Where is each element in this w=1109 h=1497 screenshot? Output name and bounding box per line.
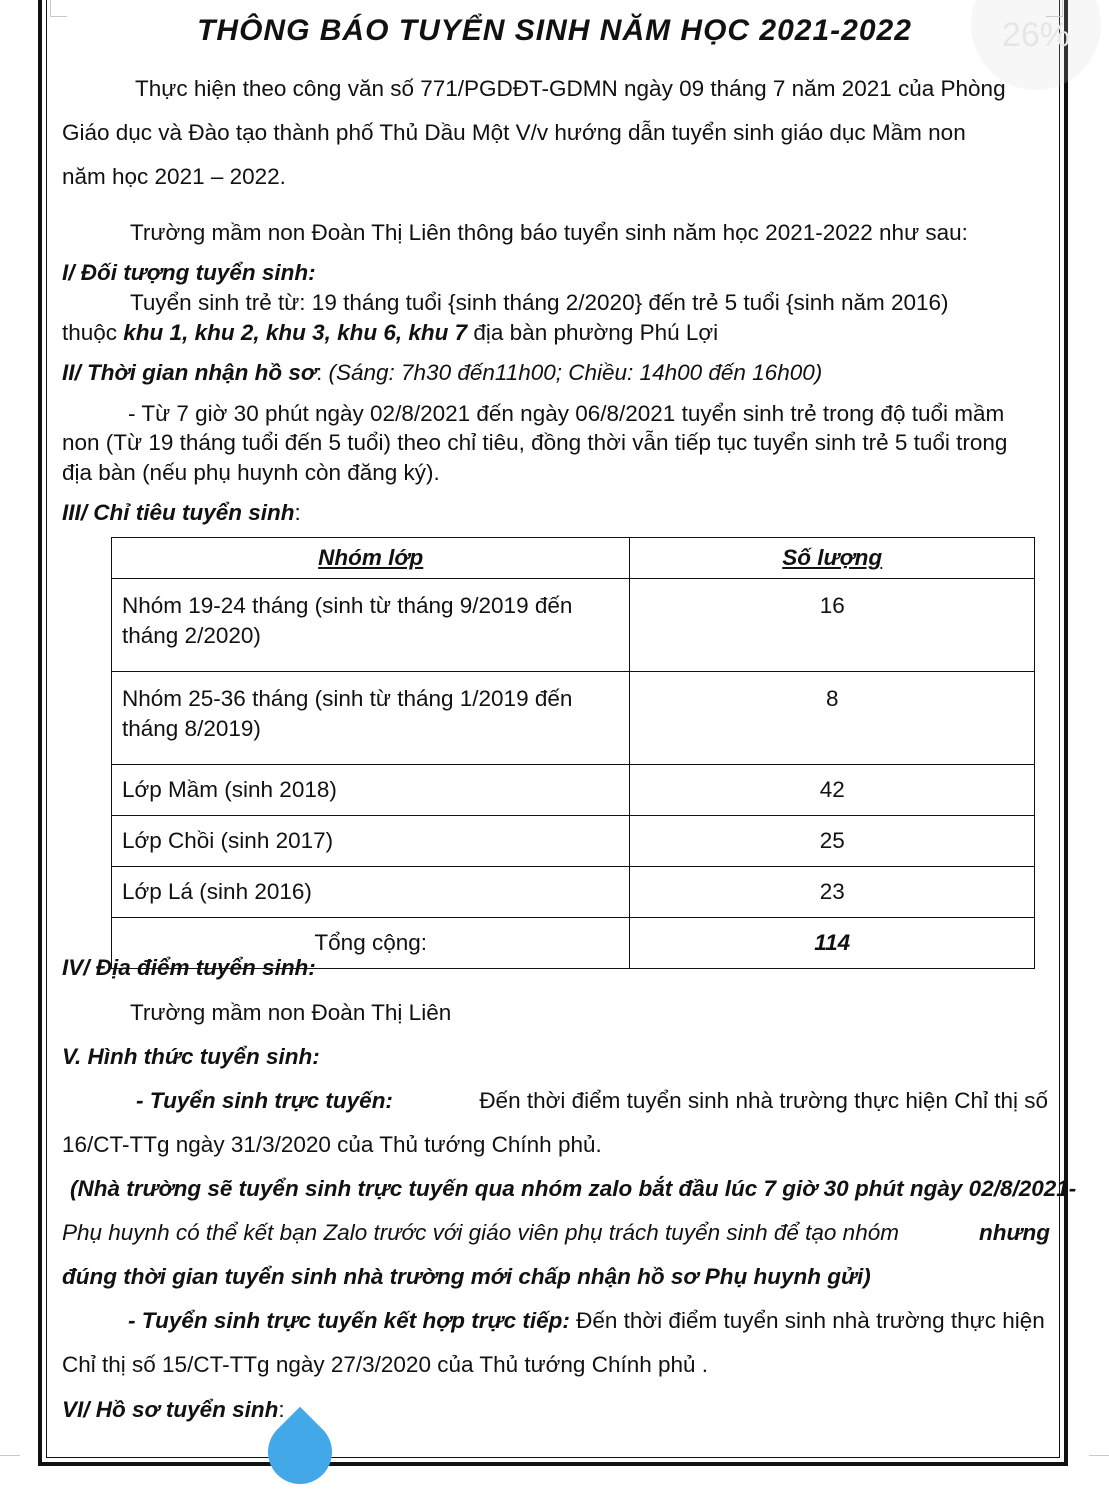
- group-text: tháng 8/2019): [122, 716, 261, 741]
- body-line: non (Từ 19 tháng tuổi đến 5 tuổi) theo chỉ tiêu, đồng thời vẫn tiếp tục tuyển sinh trẻ 5 tuổi trong: [62, 430, 1008, 455]
- group-cell: Lớp Chồi (sinh 2017): [112, 816, 630, 867]
- group-text: Nhóm 19-24 tháng (sinh từ tháng 9/2019 đến: [122, 593, 573, 618]
- body-line: địa bàn (nếu phụ huynh còn đăng ký).: [62, 460, 440, 485]
- section-heading: V. Hình thức tuyển sinh:: [62, 1044, 320, 1069]
- zone-list: khu 1, khu 2, khu 3, khu 6, khu 7: [123, 320, 468, 345]
- table-row: [112, 867, 1035, 918]
- section-heading: [62, 360, 822, 386]
- group-text: Nhóm 25-36 tháng (sinh từ tháng 1/2019 đến: [122, 686, 573, 711]
- table-row: [112, 579, 1035, 672]
- total-value: 114: [630, 918, 1035, 969]
- section-heading: [62, 500, 301, 526]
- body-line: [128, 1308, 1045, 1334]
- count-cell: 42: [630, 765, 1035, 816]
- total-label: Tổng cộng:: [112, 918, 630, 969]
- group-cell: Lớp Mầm (sinh 2018): [112, 765, 630, 816]
- body-line: Chỉ thị số 15/CT-TTg ngày 27/3/2020 của Thủ tướng Chính phủ .: [62, 1352, 709, 1377]
- quota-table: [111, 537, 1035, 969]
- note-line: [62, 1220, 1050, 1246]
- group-text: tháng 2/2020): [122, 623, 261, 648]
- mode-label: - Tuyển sinh trực tuyến:: [136, 1088, 393, 1113]
- body-line: [62, 320, 718, 346]
- note-line: (Nhà trường sẽ tuyển sinh trực tuyến qua nhóm zalo bắt đầu lúc 7 giờ 30 phút ngày 02/8/2021-: [70, 1176, 1077, 1201]
- section-heading-text: II/ Thời gian nhận hồ sơ: [62, 360, 316, 385]
- mode-label: - Tuyển sinh trực tuyến kết hợp trực tiếp:: [128, 1308, 570, 1333]
- column-header: Nhóm lớp: [112, 538, 630, 579]
- section-heading-colon: :: [315, 360, 329, 385]
- page-corner-mark: [0, 1455, 20, 1472]
- body-line: 16/CT-TTg ngày 31/3/2020 của Thủ tướng Chính phủ.: [62, 1132, 602, 1157]
- body-text: Đến thời điểm tuyển sinh nhà trường thực hiện: [576, 1308, 1045, 1333]
- section-heading-text: III/ Chỉ tiêu tuyển sinh: [62, 500, 295, 525]
- note-text: Phụ huynh có thể kết bạn Zalo trước với giáo viên phụ trách tuyển sinh để tạo nhóm: [62, 1220, 899, 1245]
- body-text: Đến thời điểm tuyển sinh nhà trường thực hiện Chỉ thị số: [479, 1088, 1048, 1113]
- note-emphasis: nhưng: [978, 1220, 1050, 1245]
- column-header: Số lượng: [630, 538, 1035, 579]
- zoom-indicator: 26%: [971, 0, 1101, 90]
- body-text: thuộc: [62, 320, 124, 345]
- count-cell: 25: [630, 816, 1035, 867]
- body-line: Trường mầm non Đoàn Thị Liên: [130, 1000, 452, 1025]
- intro-line: năm học 2021 – 2022.: [62, 164, 286, 189]
- group-cell: [112, 579, 630, 672]
- intro-line: Giáo dục và Đào tạo thành phố Thủ Dầu Một V/v hướng dẫn tuyển sinh giáo dục Mầm non: [62, 120, 966, 145]
- section-heading-text: VI/ Hồ sơ tuyển sinh: [62, 1397, 279, 1422]
- body-line: - Từ 7 giờ 30 phút ngày 02/8/2021 đến ngày 06/8/2021 tuyển sinh trẻ trong độ tuổi mầm: [128, 401, 1005, 426]
- section-heading: IV/ Địa điểm tuyển sinh:: [62, 955, 316, 980]
- count-cell: 8: [630, 672, 1035, 765]
- body-text: địa bàn phường Phú Lợi: [467, 320, 719, 345]
- table-header-row: [112, 538, 1035, 579]
- page-corner-mark: [1089, 1455, 1109, 1472]
- intro-line: Trường mầm non Đoàn Thị Liên thông báo tuyển sinh năm học 2021-2022 như sau:: [130, 220, 968, 245]
- section-heading: [62, 1397, 285, 1423]
- table-row: [112, 672, 1035, 765]
- group-cell: [112, 672, 630, 765]
- page-title: THÔNG BÁO TUYỂN SINH NĂM HỌC 2021-2022: [197, 14, 912, 47]
- intro-line: Thực hiện theo công văn số 771/PGDĐT-GDMN ngày 09 tháng 7 năm 2021 của Phòng: [135, 76, 1006, 101]
- count-cell: 23: [630, 867, 1035, 918]
- office-hours: (Sáng: 7h30 đến11h00; Chiều: 14h00 đến 16h00): [328, 360, 823, 385]
- group-cell: Lớp Lá (sinh 2016): [112, 867, 630, 918]
- table-row: [112, 765, 1035, 816]
- section-heading: I/ Đối tượng tuyển sinh:: [62, 260, 316, 285]
- note-line: đúng thời gian tuyển sinh nhà trường mới chấp nhận hồ sơ Phụ huynh gửi): [62, 1264, 871, 1289]
- section-heading-colon: :: [278, 1397, 285, 1422]
- body-line: Tuyển sinh trẻ từ: 19 tháng tuổi {sinh tháng 2/2020} đến trẻ 5 tuổi {sinh năm 2016): [130, 290, 949, 315]
- body-line: [136, 1088, 1048, 1114]
- table-row: [112, 816, 1035, 867]
- count-cell: 16: [630, 579, 1035, 672]
- section-heading-colon: :: [294, 500, 301, 525]
